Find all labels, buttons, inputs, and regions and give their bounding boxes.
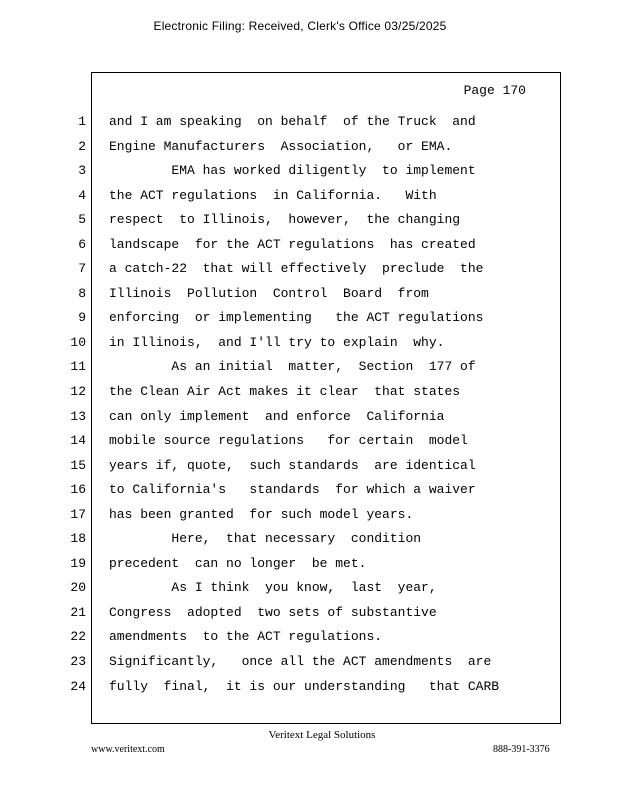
transcript-line: amendments to the ACT regulations. (109, 629, 383, 645)
transcript-line: landscape for the ACT regulations has created (109, 236, 476, 252)
transcript-line: Illinois Pollution Control Board from (109, 285, 429, 301)
line-number: 5 (78, 212, 86, 228)
transcript-text (109, 110, 539, 699)
transcript-line: As I think you know, last year, (109, 580, 437, 596)
transcript-line: respect to Illinois, however, the changing (109, 212, 461, 228)
footer-phone: 888-391-3376 (493, 744, 550, 755)
transcript-line: in Illinois, and I'll try to explain why. (109, 334, 445, 350)
line-number: 10 (70, 334, 86, 350)
line-number: 9 (78, 310, 86, 326)
line-number: 21 (70, 604, 86, 620)
line-number: 16 (70, 482, 86, 498)
line-number: 6 (78, 236, 86, 252)
filing-stamp: Electronic Filing: Received, Clerk's Office 03/25/2025 (153, 19, 447, 33)
footer-company: Veritext Legal Solutions (268, 729, 376, 741)
line-number: 8 (78, 285, 86, 301)
page-number: Page 170 (463, 83, 526, 98)
transcript-line: has been granted for such model years. (109, 506, 414, 522)
line-number: 7 (78, 261, 86, 277)
line-number: 17 (70, 506, 86, 522)
line-number: 15 (70, 457, 86, 473)
line-number: 11 (70, 359, 86, 375)
transcript-line: Significantly, once all the ACT amendments are (109, 654, 492, 670)
transcript-line: Engine Manufacturers Association, or EMA. (109, 138, 453, 154)
line-number: 2 (78, 138, 86, 154)
transcript-line: and I am speaking on behalf of the Truck and (109, 114, 476, 129)
line-number: 12 (70, 384, 86, 400)
line-number: 23 (70, 654, 86, 670)
transcript-line: Here, that necessary condition (109, 531, 422, 547)
transcript-line: enforcing or implementing the ACT regulations (109, 310, 484, 326)
transcript-line: years if, quote, such standards are identical (109, 457, 476, 473)
line-number: 13 (70, 408, 86, 424)
transcript-line: As an initial matter, Section 177 of (109, 359, 476, 375)
line-number: 22 (70, 629, 86, 645)
line-number: 20 (70, 580, 86, 596)
transcript-line: EMA has worked diligently to implement (109, 163, 476, 179)
transcript-line: the ACT regulations in California. With (109, 187, 437, 203)
transcript-line: fully final, it is our understanding that CARB (109, 678, 500, 694)
line-number: 24 (70, 678, 86, 694)
transcript-line: mobile source regulations for certain model (109, 433, 468, 449)
transcript-line: can only implement and enforce California (109, 408, 445, 424)
line-number: 1 (78, 114, 86, 129)
transcript-line: to California's standards for which a waiver (109, 482, 476, 498)
footer-website: www.veritext.com (91, 744, 165, 755)
line-number: 4 (78, 187, 86, 203)
line-number: 19 (70, 555, 86, 571)
transcript-line: precedent can no longer be met. (109, 555, 367, 571)
transcript-line: a catch-22 that will effectively preclude the (109, 261, 484, 277)
line-number: 18 (70, 531, 86, 547)
line-number-column (0, 110, 86, 699)
line-number: 14 (70, 433, 86, 449)
transcript-line: Congress adopted two sets of substantive (109, 604, 437, 620)
transcript-line: the Clean Air Act makes it clear that states (109, 384, 461, 400)
line-number: 3 (78, 163, 86, 179)
